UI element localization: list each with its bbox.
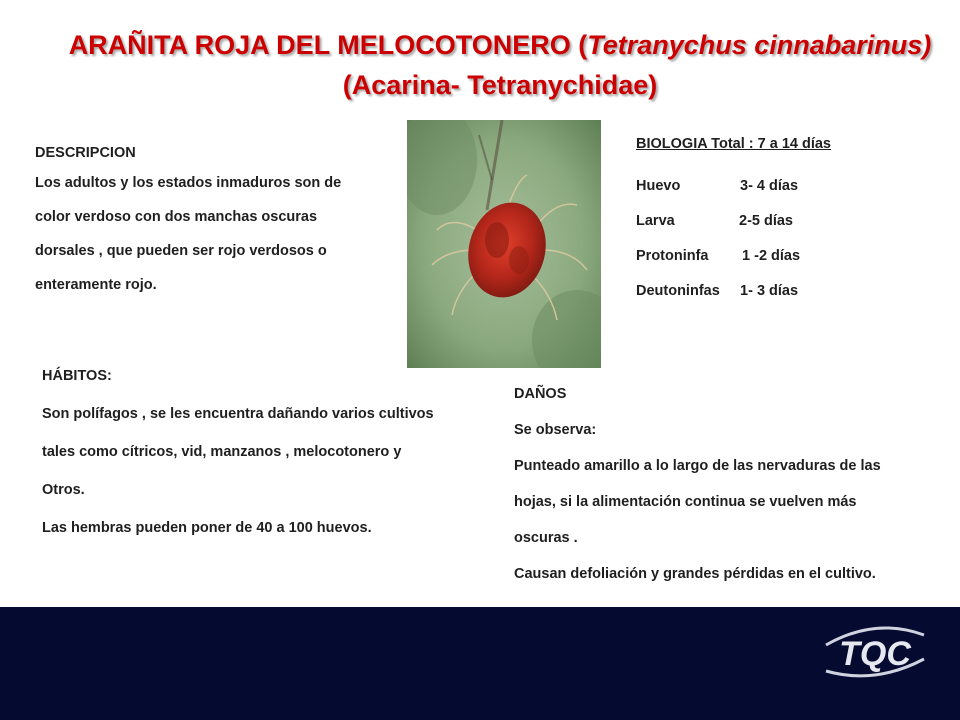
descripcion-line: enteramente rojo. (35, 277, 157, 293)
habitos-line: tales como cítricos, vid, manzanos , melocotonero y (42, 444, 402, 460)
danos-line: Punteado amarillo a lo largo de las nervaduras de las (514, 458, 881, 474)
habitos-heading: HÁBITOS: (42, 368, 112, 384)
title-line-2: (Acarina- Tetranychidae) (342, 70, 658, 100)
stage-days: 1 -2 días (738, 248, 801, 264)
descripcion-heading: DESCRIPCION (35, 145, 136, 161)
title-line-1 (0, 28, 960, 62)
stage-name: Larva (636, 213, 675, 229)
danos-line: Causan defoliación y grandes pérdidas en el cultivo. (514, 566, 876, 582)
spider-mite-image (407, 120, 601, 368)
footer-bar (0, 607, 960, 720)
habitos-section (42, 362, 434, 552)
descripcion-line: Los adultos y los estados inmaduros son de (35, 175, 342, 191)
habitos-line: Son polífagos , se les encuentra dañando varios cultivos (42, 406, 434, 422)
danos-line: Se observa: (514, 422, 597, 438)
title-prefix: ARAÑITA ROJA DEL MELOCOTONERO ( (68, 30, 588, 60)
stage-name: Deutoninfas (636, 283, 720, 299)
title-species: Tetranychus cinnabarinus) (587, 30, 932, 60)
biologia-row (636, 246, 831, 281)
stage-days: 2-5 días (739, 213, 793, 229)
stage-name: Protoninfa (636, 248, 709, 264)
tqc-logo-icon (820, 615, 930, 687)
tqc-logo-text: TQC (839, 635, 911, 673)
biologia-section (636, 132, 831, 316)
biologia-row (636, 176, 831, 211)
danos-line: oscuras . (514, 530, 578, 546)
danos-section (514, 380, 881, 596)
descripcion-line: dorsales , que pueden ser rojo verdosos o (35, 243, 327, 259)
biologia-row (636, 211, 831, 246)
danos-line: hojas, si la alimentación continua se vuelven más (514, 494, 857, 510)
biologia-row (636, 281, 831, 316)
biologia-heading: BIOLOGIA Total : 7 a 14 días (636, 136, 831, 152)
stage-days: 1- 3 días (736, 283, 799, 299)
descripcion-section (35, 140, 341, 302)
stage-name: Huevo (636, 178, 681, 194)
habitos-line: Otros. (42, 482, 85, 498)
spider-mite-photo (407, 120, 601, 368)
tqc-logo (820, 615, 930, 687)
descripcion-line: color verdoso con dos manchas oscuras (35, 209, 318, 225)
stage-days: 3- 4 días (740, 178, 799, 194)
danos-heading: DAÑOS (514, 386, 567, 402)
habitos-line: Las hembras pueden poner de 40 a 100 huevos. (42, 520, 372, 536)
